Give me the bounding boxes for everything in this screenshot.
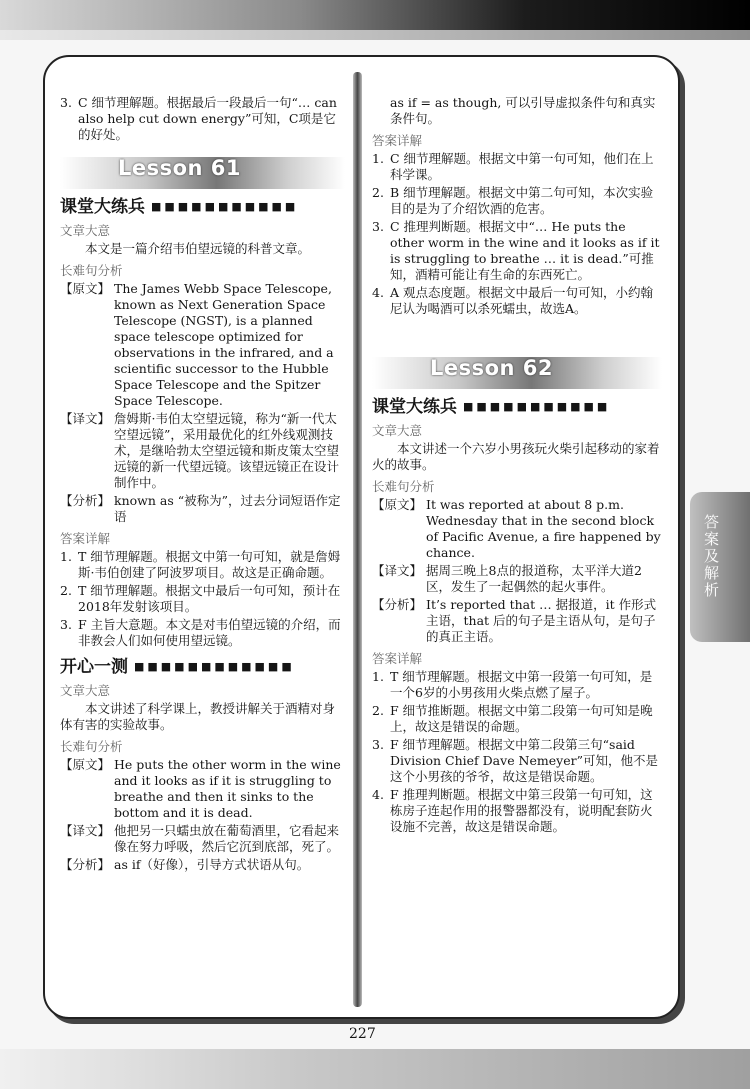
- note-entry: 【分析】 known as “被称为”，过去分词短语作定语: [60, 493, 341, 524]
- original-entry: 【原文】 The James Webb Space Telescope, known as Next Generation Space Telescope (NGST), is a planned space telescope optimized for observations in the infrared, and a scientific successor to the Hubble Space Telescope and the Spitzer Space Telescope.: [60, 281, 334, 408]
- answer-item: 2. B 细节理解题。根据文中第二句可知，本次实验目的是为了介绍饮酒的危害。: [372, 185, 654, 216]
- answer-item: 4. A 观点态度题。根据文中最后一句可知，小约翰尼认为喝酒可以杀死蠕虫，故选A。: [372, 285, 654, 316]
- answer-item: 1. T 细节理解题。根据文中第一句可知，就是詹姆斯·韦伯创建了阿波罗项目。故这是正确命题。: [60, 549, 341, 580]
- analysis-label: 长难句分析: [372, 479, 435, 494]
- lesson-banner: [60, 157, 345, 189]
- column-divider: [353, 72, 362, 1007]
- summary-label: 文章大意: [60, 683, 111, 698]
- heading-squares: ■■■■■■■■■■■■: [134, 660, 295, 673]
- translation-entry: 【译文】 据周三晚上8点的报道称，太平洋大道2区，发生了一起偶然的起火事件。: [372, 563, 642, 594]
- note-entry: 【分析】 It’s reported that … 据报道，it 作形式主语，that 后的句子是主语从句，是句子的真正主语。: [372, 597, 657, 644]
- translation-entry: 【译文】 他把另一只蠕虫放在葡萄酒里，它看起来像在努力呼吸，然后它沉到底部，死了。: [60, 823, 340, 854]
- answer-item: 3. F 主旨大意题。本文是对韦伯望远镜的介绍，而非教会人们如何使用望远镜。: [60, 617, 341, 648]
- answer-item: 3. F 细节理解题。根据文中第二段第三句“said Division Chief Dave Nemeyer”可知，他不是这个小男孩的爷爷，故这是错误命题。: [372, 737, 658, 784]
- answer-item: 3. C 细节理解题。根据最后一段最后一句“… can also help cut down energy”可知，C项是它的好处。: [60, 95, 337, 142]
- note-entry: 【分析】 as if（好像），引导方式状语从句。: [60, 857, 310, 872]
- summary-label: 文章大意: [60, 223, 111, 238]
- right-column: [372, 95, 662, 837]
- continued-note: as if = as though, 可以引导虚拟条件句和真实条件句。: [390, 95, 656, 126]
- answer-item: 4. F 推理判断题。根据文中第三段第一句可知，这栋房子连起作用的报警器都没有，说明配套防火设施不完善，故这是错误命题。: [372, 787, 653, 834]
- answer-item: 2. F 细节推断题。根据文中第二段第一句可知是晚上，故这是错误的命题。: [372, 703, 653, 734]
- answers-label: 答案详解: [372, 651, 423, 666]
- page-number: 227: [349, 1026, 376, 1042]
- summary-text: 本文讲述了科学课上，教授讲解关于酒精对身体有害的实验故事。: [60, 701, 336, 732]
- answer-item: 1. C 细节理解题。根据文中第一句可知，他们在上科学课。: [372, 151, 654, 182]
- lesson-title: Lesson 61: [118, 156, 242, 180]
- original-entry: 【原文】 He puts the other worm in the wine and it looks as if it is struggling to breathe and then it sinks to the bottom and it is dead.: [60, 757, 341, 820]
- analysis-label: 长难句分析: [60, 263, 123, 278]
- translation-entry: 【译文】 詹姆斯·韦伯太空望远镜，称为“新一代太空望远镜”，采用最优化的红外线观测技术，是继哈勃太空望远镜和斯皮策太空望远镜的新一代望远镜。该望远镜正在设计制作中。: [60, 411, 340, 490]
- left-column: [60, 95, 345, 875]
- original-entry: 【原文】 It was reported at about 8 p.m. Wednesday that in the second block of Pacific Avenue, a fire happened by chance.: [372, 497, 661, 560]
- answer-item: 1. T 细节理解题。根据文中第一段第一句可知，是一个6岁的小男孩用火柴点燃了屋子。: [372, 669, 653, 700]
- answer-item: 3. C 推理判断题。根据文中“… He puts the other worm in the wine and it looks as if it is struggling to breathe … it is dead.”可推知，酒精可能让有生命的东西死亡。: [372, 219, 660, 282]
- side-tab-label: 答案及解析: [702, 514, 720, 599]
- bottom-decorative-band: [0, 1049, 750, 1089]
- answer-item: 2. T 细节理解题。根据文中最后一句可知，预计在2018年发射该项目。: [60, 583, 341, 614]
- answers-label: 答案详解: [372, 133, 423, 148]
- summary-text: 本文是一篇介绍韦伯望远镜的科普文章。: [85, 241, 311, 256]
- lesson-banner: [372, 357, 662, 389]
- summary-label: 文章大意: [372, 423, 423, 438]
- side-tab: [690, 492, 750, 642]
- heading-squares: ■■■■■■■■■■■: [151, 200, 299, 213]
- heading-squares: ■■■■■■■■■■■: [463, 400, 611, 413]
- top-decorative-band: [0, 0, 750, 30]
- section-heading: 课堂大练兵 ■■■■■■■■■■■: [60, 197, 299, 217]
- summary-text: 本文讲述一个六岁小男孩玩火柴引起移动的家着火的故事。: [372, 441, 660, 472]
- section-heading: 课堂大练兵 ■■■■■■■■■■■: [372, 397, 611, 417]
- answers-label: 答案详解: [60, 531, 111, 546]
- analysis-label: 长难句分析: [60, 739, 123, 754]
- section-heading: 开心一测 ■■■■■■■■■■■■: [60, 657, 295, 677]
- lesson-title: Lesson 62: [430, 356, 554, 380]
